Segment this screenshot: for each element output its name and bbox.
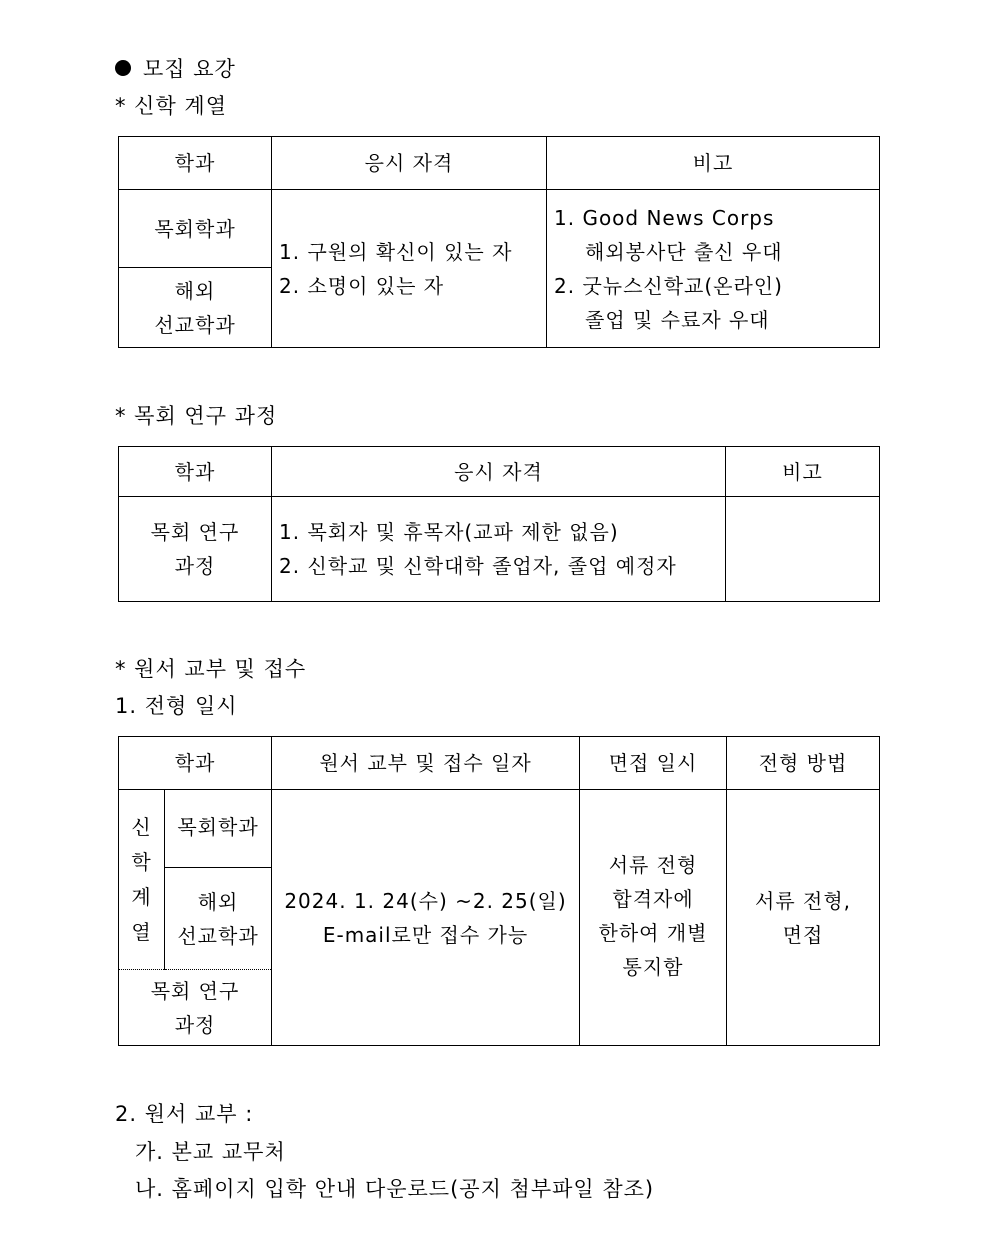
note-item-cont: 졸업 및 수료자 우대 (585, 307, 770, 332)
dept-missions (119, 268, 272, 348)
dept-line: 선교학과 (177, 923, 259, 948)
interview-date-cell (580, 790, 727, 1046)
date-line: 2024. 1. 24(수) ~2. 25(일) (284, 888, 567, 913)
distribution-item: 가. 본교 교무처 (135, 1140, 286, 1164)
schedule-table (118, 736, 880, 1046)
table-header-row (119, 737, 880, 790)
dept-line: 과정 (174, 554, 216, 578)
main-heading-text: 모집 요강 (143, 57, 236, 81)
table-header-row (119, 447, 880, 497)
group-char: 계 (131, 884, 152, 909)
table-header-row (119, 137, 880, 190)
group-char: 열 (131, 919, 152, 944)
table-row (119, 497, 880, 602)
interview-line: 합격자에 (612, 887, 694, 911)
qualification-item: 1. 구원의 확신이 있는 자 (279, 239, 513, 264)
section-title-pastoral-research: * 목회 연구 과정 (115, 404, 278, 428)
dept-line: 목회 연구 (150, 520, 240, 544)
qualification-item: 2. 소명이 있는 자 (279, 273, 445, 298)
header-dept: 학과 (119, 737, 272, 790)
note-item: 1. Good News Corps (554, 205, 775, 230)
note-item-cont: 해외봉사단 출신 우대 (585, 239, 783, 264)
qualification-item: 2. 신학교 및 신학대학 졸업자, 졸업 예정자 (279, 554, 677, 578)
interview-line: 한하여 개별 (598, 921, 708, 945)
qualification-cell (272, 497, 726, 602)
notes-cell (547, 190, 880, 348)
method-line: 서류 전형, (755, 888, 852, 913)
section-title-distribution: 2. 원서 교부 : (115, 1102, 254, 1126)
header-dept: 학과 (119, 447, 272, 497)
header-notes: 비고 (726, 447, 880, 497)
application-date-cell (272, 790, 580, 1046)
note-item: 2. 굿뉴스신학교(온라인) (554, 273, 783, 298)
subsection-title-schedule: 1. 전형 일시 (115, 694, 238, 718)
interview-line: 서류 전형 (608, 853, 698, 877)
header-dept: 학과 (119, 137, 272, 190)
header-qualification: 응시 자격 (272, 447, 726, 497)
date-line: E-mail로만 접수 가능 (322, 922, 529, 947)
group-theology (119, 790, 165, 970)
section-title-application: * 원서 교부 및 접수 (115, 657, 307, 681)
dept-line: 선교학과 (154, 312, 236, 337)
dept-missions (165, 868, 272, 970)
qualification-item: 1. 목회자 및 휴목자(교파 제한 없음) (279, 520, 619, 544)
group-char: 학 (131, 849, 152, 874)
dept-pastoral: 목회학과 (119, 190, 272, 268)
dept-pastoral-research (119, 970, 272, 1046)
header-application-date: 원서 교부 및 접수 일자 (272, 737, 580, 790)
method-line: 면접 (782, 922, 824, 947)
dept-pastoral: 목회학과 (165, 790, 272, 868)
theology-table (118, 136, 880, 348)
header-selection-method: 전형 방법 (727, 737, 880, 790)
table-row (119, 790, 880, 868)
dept-line: 과정 (174, 1012, 216, 1037)
pastoral-research-table (118, 446, 880, 602)
interview-line: 통지함 (622, 955, 684, 979)
section-title-theology: * 신학 계열 (115, 94, 227, 118)
selection-method-cell (727, 790, 880, 1046)
header-qualification: 응시 자격 (272, 137, 547, 190)
dept-line: 해외 (174, 278, 216, 303)
group-char: 신 (131, 814, 152, 839)
notes-cell (726, 497, 880, 602)
table-row (119, 190, 880, 268)
qualification-cell (272, 190, 547, 348)
dept-line: 해외 (197, 889, 239, 914)
header-notes: 비고 (547, 137, 880, 190)
header-interview-date: 면접 일시 (580, 737, 727, 790)
main-heading (115, 56, 236, 82)
distribution-item: 나. 홈페이지 입학 안내 다운로드(공지 첨부파일 참조) (135, 1177, 655, 1201)
dept-pastoral-research (119, 497, 272, 602)
dept-line: 목회 연구 (150, 978, 240, 1003)
filled-circle-bullet-icon (115, 60, 131, 76)
